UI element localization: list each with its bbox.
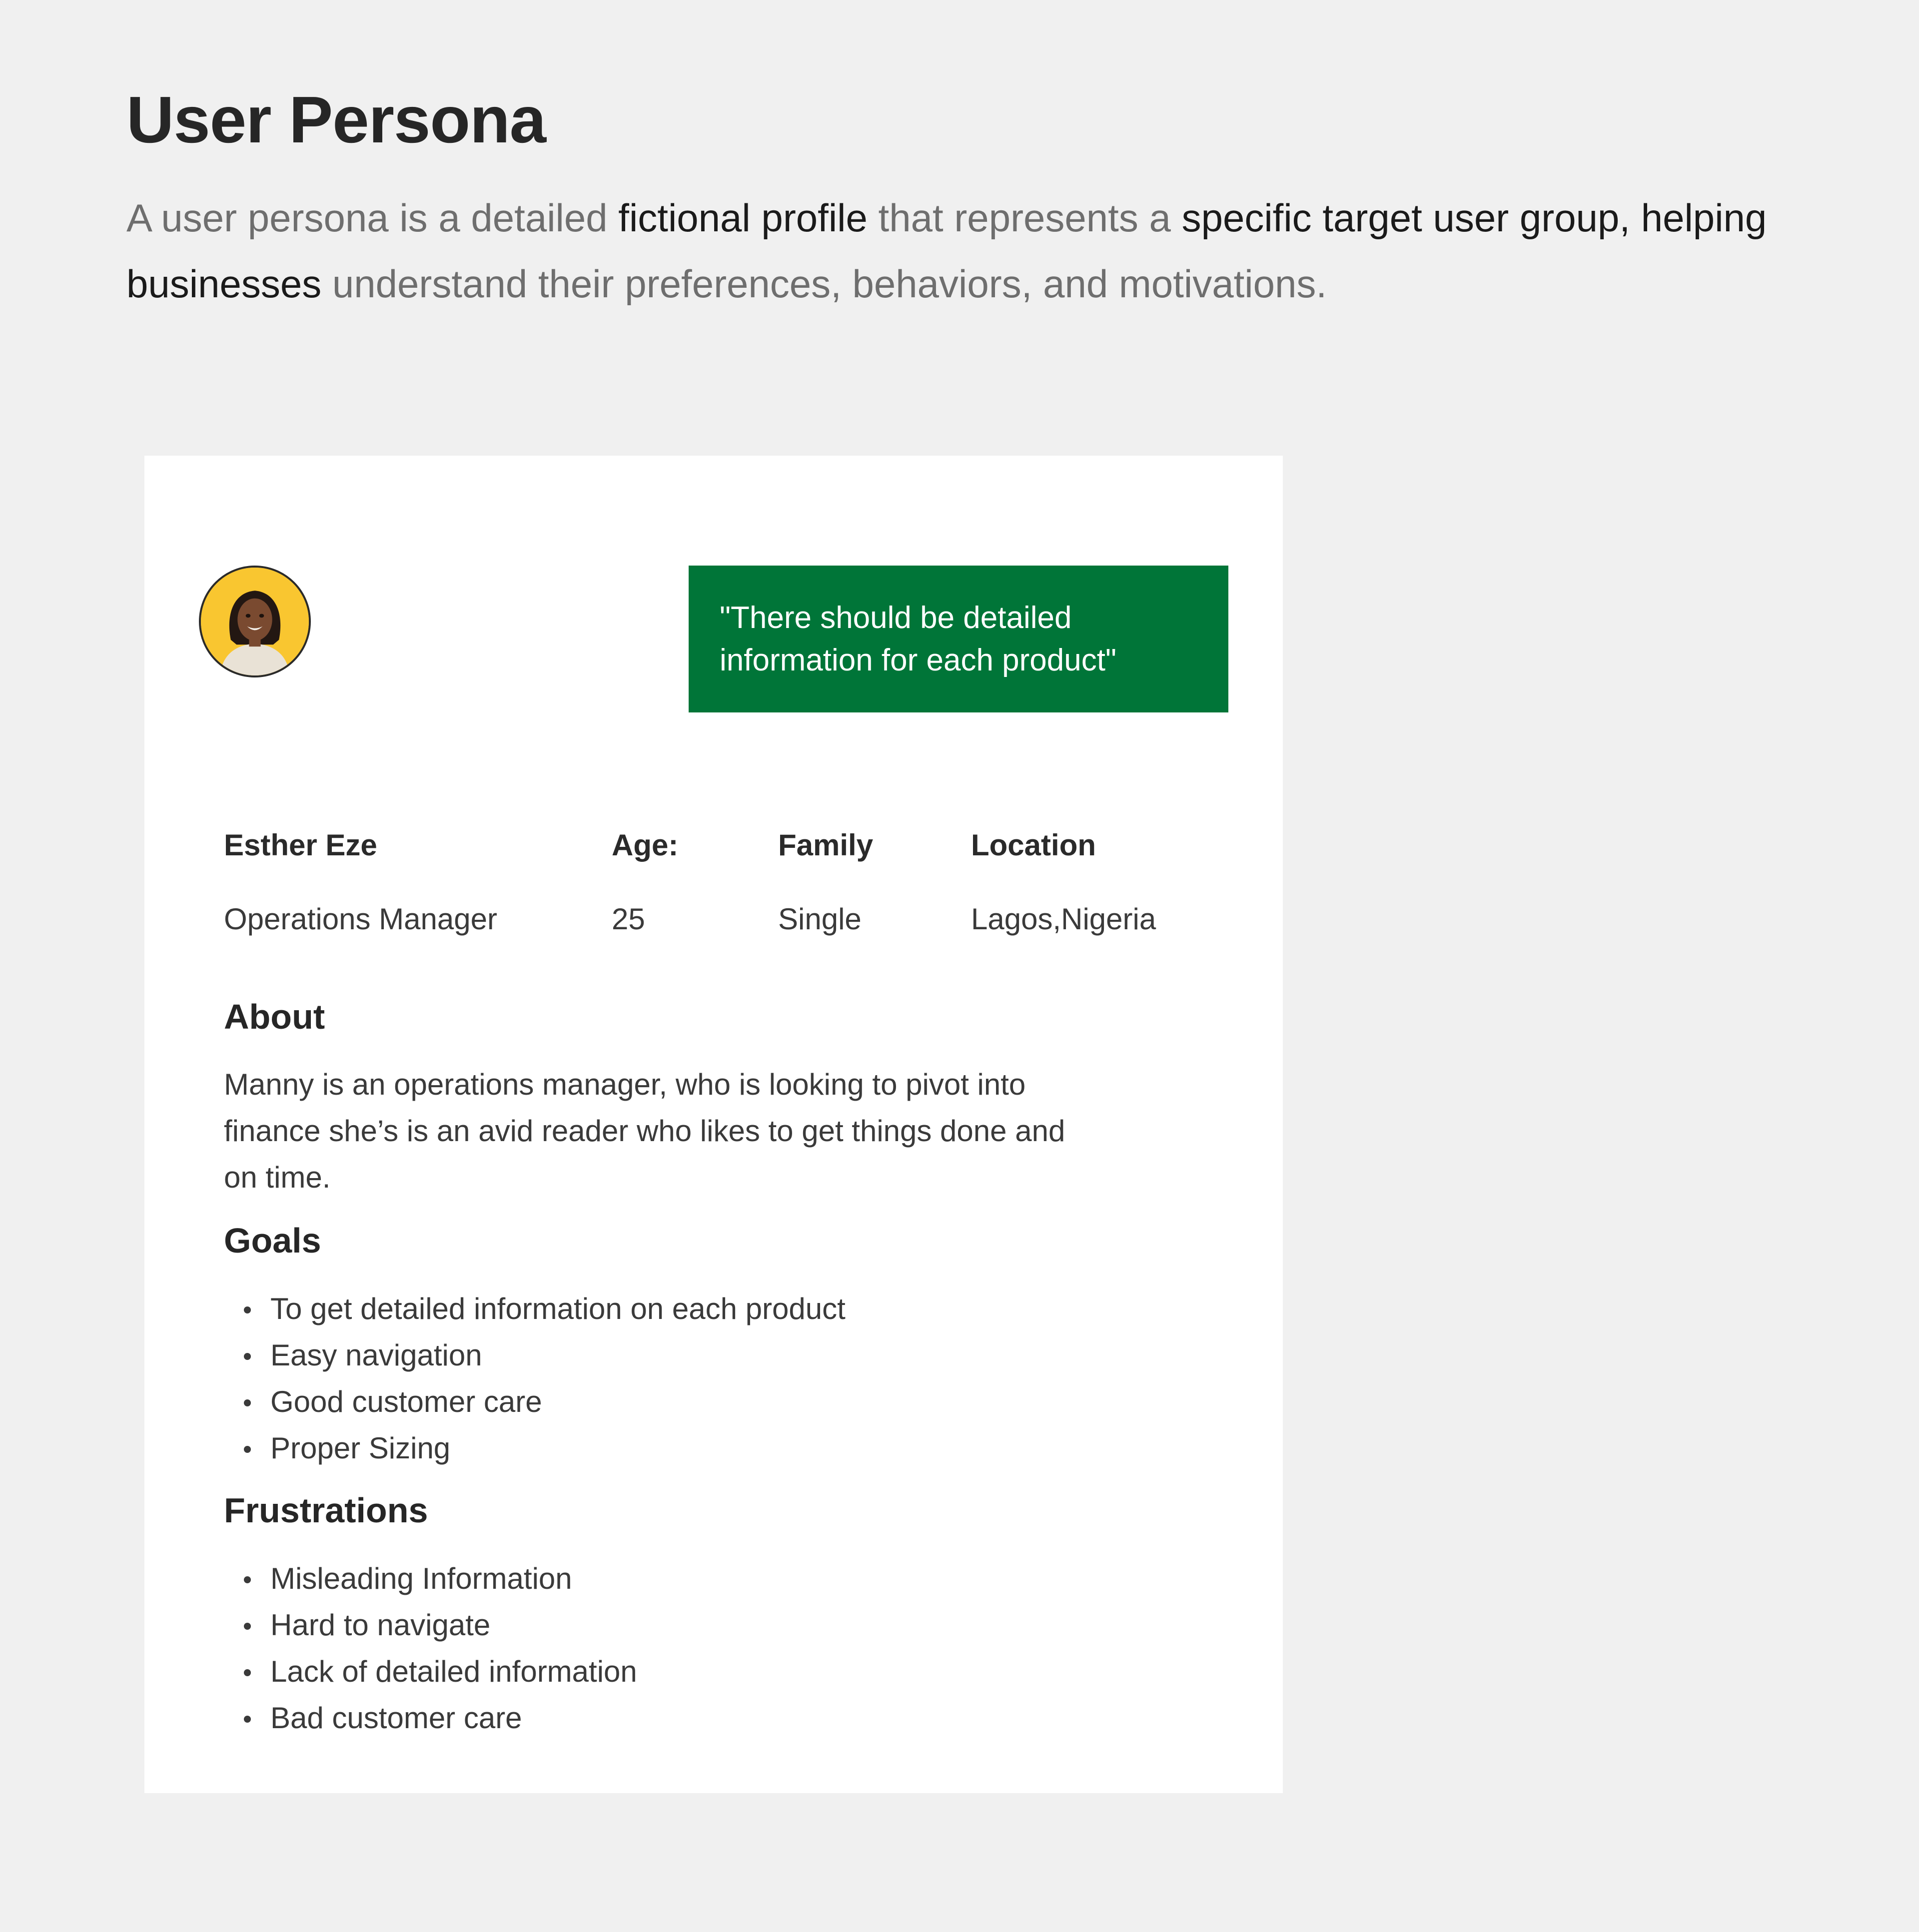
list-item: Misleading Information [224, 1555, 637, 1602]
goals-list [224, 1286, 846, 1471]
avatar [199, 566, 311, 677]
intro-text-3 [1630, 196, 1641, 240]
persona-job-title: Operations Manager [224, 902, 497, 936]
intro-paragraph [126, 185, 1826, 317]
avatar-portrait-icon [201, 568, 309, 675]
family-value: Single [778, 902, 862, 936]
persona-card [144, 456, 1283, 1793]
about-text: Manny is an operations manager, who is looking to pivot into finance she’s is an avid reader who likes to get things done and on time. [224, 1068, 1065, 1194]
age-label: Age: [612, 828, 679, 862]
intro-highlight-fictional-profile: fictional profile [618, 196, 868, 240]
intro-highlight-helping-businesses: helping businesses [126, 196, 1767, 306]
persona-name: Esther Eze [224, 828, 377, 862]
list-item: To get detailed information on each product [224, 1286, 846, 1332]
intro-text-1: A user persona is a detailed [126, 196, 619, 240]
age-value: 25 [612, 902, 645, 936]
location-value: Lagos,Nigeria [971, 902, 1156, 936]
frustrations-list [224, 1555, 637, 1741]
location-label: Location [971, 828, 1096, 862]
about-heading: About [224, 997, 325, 1036]
goals-heading: Goals [224, 1221, 321, 1260]
list-item: Hard to navigate [224, 1602, 637, 1648]
intro-text-2: that represents a [867, 196, 1182, 240]
list-item: Easy navigation [224, 1332, 846, 1378]
page-title: User Persona [126, 83, 546, 156]
intro-highlight-target-group: specific target user group, [1181, 196, 1631, 240]
list-item: Proper Sizing [224, 1425, 846, 1471]
persona-quote: "There should be detailed information for each product" [689, 566, 1228, 712]
list-item: Bad customer care [224, 1695, 637, 1741]
list-item: Lack of detailed information [224, 1648, 637, 1695]
family-label: Family [778, 828, 874, 862]
frustrations-heading: Frustrations [224, 1491, 428, 1530]
intro-text-4: understand their preferences, behaviors, and motivations. [321, 262, 1327, 306]
list-item: Good customer care [224, 1378, 846, 1425]
